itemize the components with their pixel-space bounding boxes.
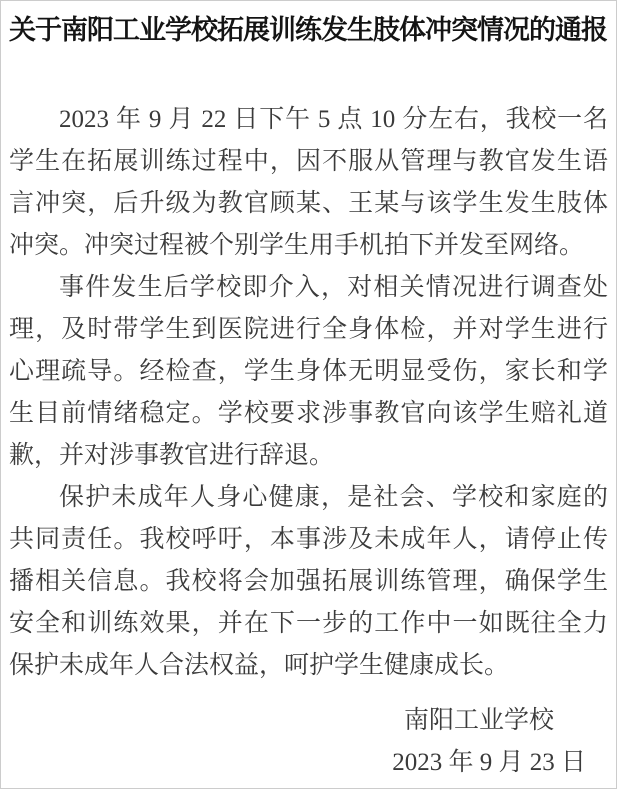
document-body — [9, 99, 608, 687]
paragraph-response: 事件发生后学校即介入，对相关情况进行调查处理，及时带学生到医院进行全身体检，并对学生进行心理疏导。经检查，学生身体无明显受伤，家长和学生目前情绪稳定。学校要求涉事教官向该学生赔礼道歉，并对涉事教官进行辞退。 — [9, 274, 608, 469]
document-title: 关于南阳工业学校拓展训练发生肢体冲突情况的通报 — [9, 15, 607, 45]
signature-date: 2023 年 9 月 23 日 — [392, 749, 586, 776]
signature-block — [1, 700, 616, 784]
paragraph-incident: 2023 年 9 月 22 日下午 5 点 10 分左右，我校一名学生在拓展训练过程中，因不服从管理与教官发生语言冲突，后升级为教官顾某、王某与该学生发生肢体冲突。冲突过程被个别学生用手机拍下并发至网络。 — [9, 106, 608, 259]
signature-school-name: 南阳工业学校 — [403, 707, 554, 734]
paragraph-appeal: 保护未成年人身心健康，是社会、学校和家庭的共同责任。我校呼吁，本事涉及未成年人，请停止传播相关信息。我校将会加强拓展训练管理，确保学生安全和训练效果，并在下一步的工作中一如既往全力保护未成年人合法权益，呵护学生健康成长。 — [9, 484, 608, 679]
